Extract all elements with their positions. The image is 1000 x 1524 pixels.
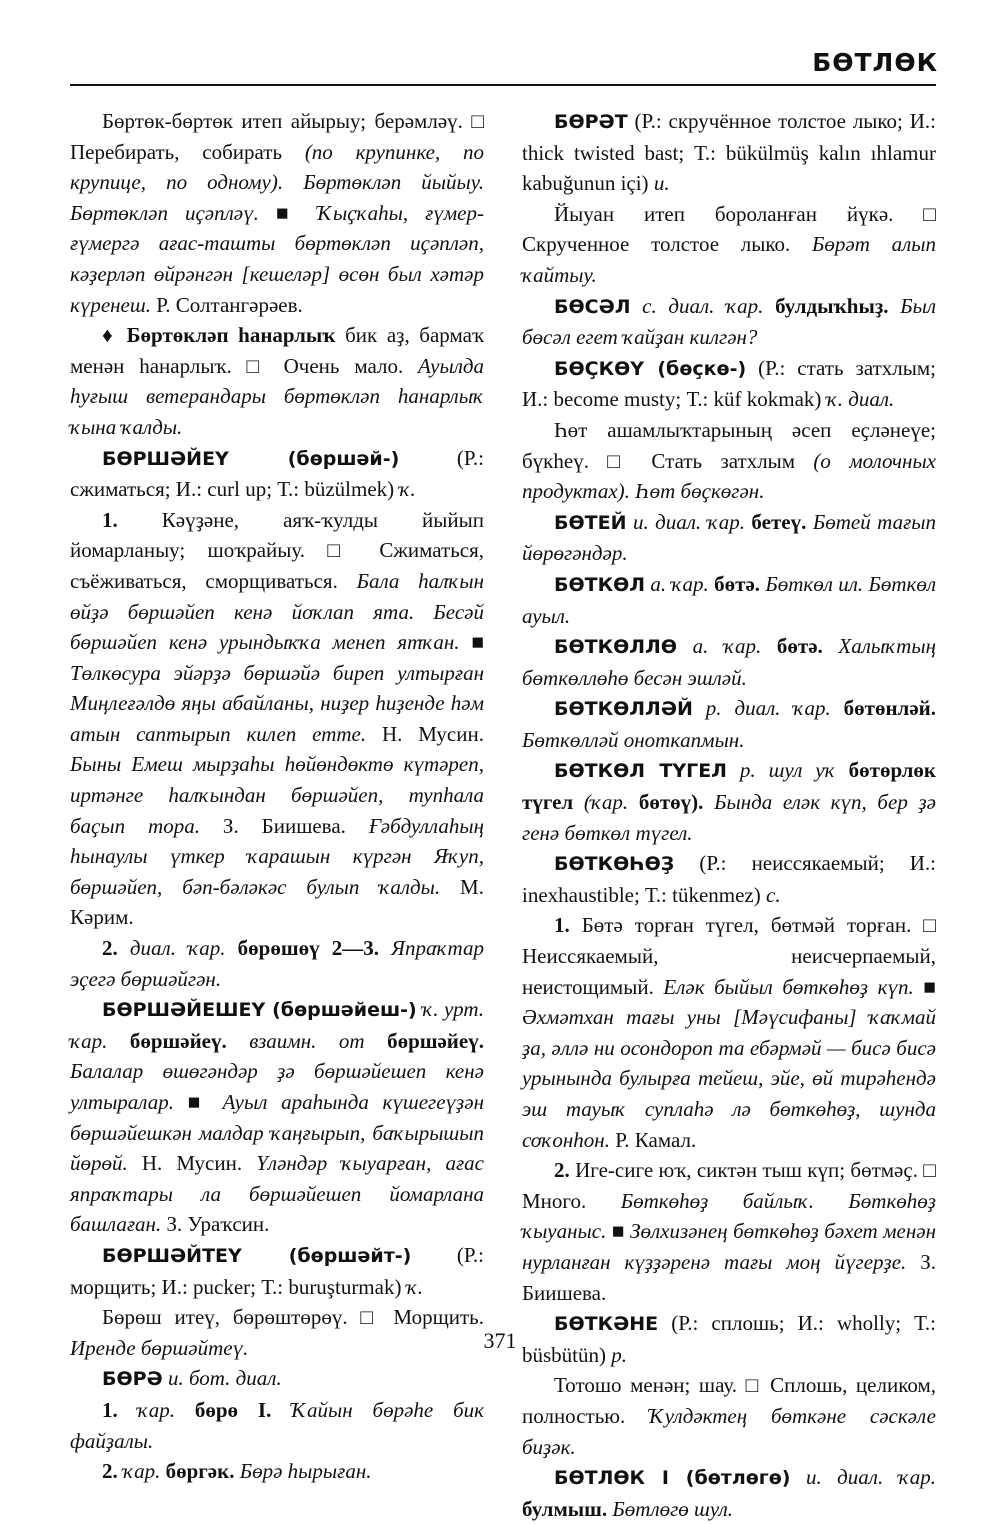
headword-entry: БӨРШӘЙЕШЕҮ (бөршәйеш-) ҡ. урт. ҡар. бөршәйеү. взаимн. от бөршәйеү. Балалар өшөгәндәр ҙә бөршәйешеп кенә ултыралар. ■ Ауыл араһында күшегеүҙән бөршәйешкән малдар ҡаңғырып, баҡырышып йөрөй. Н. Мусин. Үләндәр ҡыуарған, ағас япраҡтары ла бөршәйешеп йомарлана башлаған. З. Ураҡсин. bbox=[70, 997, 484, 1237]
running-head: БӨТЛӨК bbox=[812, 48, 938, 77]
headword-entry: БӨТКӨЛ а. ҡар. бөтә. Бөткөл ил. Бөткөл ауыл. bbox=[522, 571, 936, 628]
headword-entry: БӨҪКӨҮ (бөҫкө-) (Р.: стать затхлым; И.: become musty; Т.: küf kokmak) ҡ. диал. bbox=[522, 355, 936, 412]
headword-entry: БӨТЕЙ и. диал. ҡар. бетеү. Бөтей тағып йөрөгәндәр. bbox=[522, 509, 936, 566]
sense-paragraph: 1. Бөтә торған түгел, бөтмәй торған. □ Неиссякаемый, неисчерпаемый, неистощимый. Еләк быйыл бөткөһөҙ күп. ■ Әхмәтхан тағы уны [Мәүсифаны] ҡаҡмай ҙа, әллә ни осондороп та ебәрмәй — бисә бисә урынында булырға тейеш, эйе, өй тирәһендә эш тауыҡ суплаһә лә бөткөһөҙ, шунда соҡонһон. Р. Камал. bbox=[522, 913, 936, 1152]
headword-entry: БӨТКӘНЕ (Р.: сплошь; И.: wholly; Т.: büsbütün) р. bbox=[522, 1311, 936, 1367]
left-column bbox=[70, 106, 484, 1487]
sense-paragraph: 2. ҡар. бөргәк. Бөрә һырыған. bbox=[102, 1459, 372, 1484]
right-column bbox=[522, 106, 936, 1524]
definition-paragraph: Бөрөш итеү, бөрөштөрөү. □ Морщить. Иренде бөршәйтеү. bbox=[70, 1305, 484, 1360]
definition-paragraph: Тотошо менән; шау. □ Сплошь, целиком, полностью. Ҡулдәктең бөткәне сәскәле биҙәк. bbox=[522, 1373, 937, 1459]
headword-entry: БӨТКӨҺӨҘ (Р.: неиссякаемый; И.: inexhaustible; Т.: tükenmez) с. bbox=[522, 851, 936, 907]
definition-paragraph: Һөт ашамлыҡтарының әсеп еҫләнеүе; бүкһеү. □ Стать затхлым (о молочных продуктах). Һөт бөҫкөгән. bbox=[522, 417, 936, 504]
headword-entry: БӨСӘЛ с. диал. ҡар. булдыҡһыҙ. Был бөсәл егет ҡайҙан килгән? bbox=[522, 293, 936, 350]
headword-entry: БӨРӘТ (Р.: скручённое толстое лыко; И.: thick twisted bast; Т.: bükülmüş kalın ıhlamur kabuğunun içi) и. bbox=[522, 109, 936, 196]
headword-entry: БӨТКӨЛ ТҮГЕЛ р. шул уҡ бөтөрлөк түгел (ҡар. бөтөү). Бында еләк күп, бер ҙә генә бөткөл түгел. bbox=[522, 758, 936, 845]
headword-entry: БӨТКӨЛЛӘЙ р. диал. ҡар. бөтөнләй. Бөткөлләй оноткanмын. bbox=[522, 696, 936, 752]
page-number: 371 bbox=[483, 1328, 517, 1353]
idiom-entry: ♦ Бөртөкләп һанарлыҡ бик аҙ, бармаҡ менән һанарлыҡ. □ Очень мало. Ауылда һуғыш ветерандары бөртөкләп һанарлыҡ ҡына ҡалды. bbox=[70, 323, 484, 439]
headword-entry: БӨТЛӨК I (бөтлөгө) и. диал. ҡар. булмыш. Бөтлөгө шул. bbox=[522, 1465, 936, 1521]
entry-paragraph: Бөртөк-бөртөк итеп айырыу; берәмләү. □ Перебирать, собирать (по крупинке, по крупице, по одному). Бөртөкләп йыйыу. Бөртөкләп иҫәпләү. ■ Ҡыҫҡаһы, ғүмер-ғүмергә ағас-ташты бөртөкләп иҫәпләп, кәҙерләп өйрәнгән [кешеләр] өсөн был хәтәр күренеш. Р. Солтангәрәев. bbox=[70, 109, 484, 317]
sense-paragraph: 1. ҡар. бөрө I. Ҡайын бөрәһе бик файҙалы. bbox=[70, 1397, 484, 1453]
sense-paragraph: 2. диал. ҡар. бөрөшөү 2—3. Япраҡтар эҫегә бөршәйгән. bbox=[70, 936, 484, 991]
sense-paragraph: 1. Кәүҙәне, аяҡ-ҡулды йыйып йомарланыу; шоҡрайыу. □ Сжиматься, съёживаться, сморщиваться. Бала һалҡын өйҙә бөршәйеп кенә йоҡлап ята. Бесәй бөршәйеп кенә урындыҡҡа менеп ятҡан. ■ Төлкөсура эйәрҙә бөршәйә биреп ултырған Миңлеғәлдө яңы абайланы, ниҙер һиҙенде һәм атын саптырып килеп етте. Н. Мусин. Быны Емеш мырҙаһы һөйөндөктө күтәреп, иртәнге һалҡындан бөршәйеп, тупһала баҫып тора. З. Биишева. Ғәбдуллаһың һынаулы үткер ҡарашын күргән Яҡуп, бөршәйеп, бәп-бәләкәс булып ҡалды. М. Кәрим. bbox=[70, 507, 484, 930]
definition-paragraph: Йыуан итеп бороланған йүкә. □ Скрученное толстое лыко. Бөрәт алып ҡайтыу. bbox=[522, 201, 936, 287]
headword-entry: БӨРӘ и. бот. диал. bbox=[102, 1366, 282, 1391]
header-rule bbox=[70, 84, 936, 86]
sense-paragraph: 2. Иге-сиге юҡ, сиктән тыш күп; бөтмәҫ. □ Много. Бөткөһөҙ байлыҡ. Бөткөһөҙ ҡыуаныс. ■ Зөлхизәнең бөткөһөҙ бәхет менән нурланған күҙҙәренә тағы моң йүгерҙе. З. Биишева. bbox=[522, 1158, 936, 1305]
headword-entry: БӨРШӘЙТЕҮ (бөршәйт-) (Р.: морщить; И.: pucker; Т.: buruşturmak) ҡ. bbox=[70, 1242, 484, 1299]
headword-entry: БӨРШӘЙЕҮ (бөршәй-) (Р.: сжиматься; И.: curl up; Т.: büzülmek) ҡ. bbox=[70, 445, 484, 502]
headword-entry: БӨТКӨЛЛӨ а. ҡар. бөтә. Халыҡтың бөткөллөһө бесән эшләй. bbox=[522, 634, 936, 690]
